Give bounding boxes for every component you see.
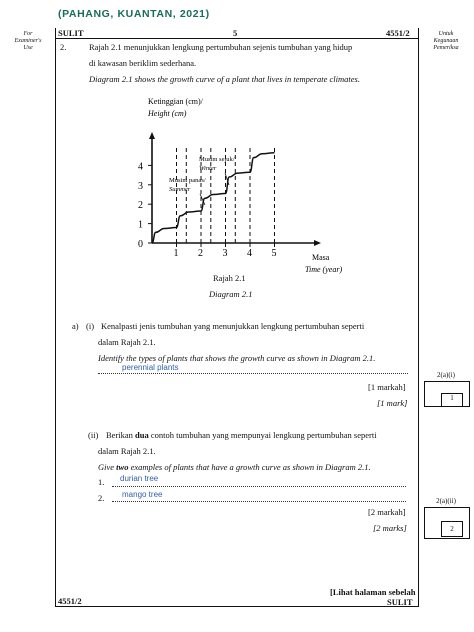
marks-aii-malay: [2 markah] bbox=[368, 507, 406, 517]
answer-ai-handwritten: perennial plants bbox=[122, 363, 179, 372]
question-malay-line1: Rajah 2.1 menunjukkan lengkung pertumbuhan sejenis tumbuhan yang hidup bbox=[89, 42, 353, 52]
x-axis-label-english: Time (year) bbox=[305, 265, 343, 274]
left-margin-rule bbox=[55, 28, 56, 606]
x-tick-label-2: 2 bbox=[198, 248, 203, 259]
growth-curve-chart bbox=[130, 95, 360, 280]
margin-code-ai: 2(a)(i) bbox=[437, 371, 455, 379]
part-a-label: a) bbox=[72, 321, 79, 331]
header-sulit: SULIT bbox=[58, 28, 84, 38]
summer-annotation-malay: Musim panas/ bbox=[169, 177, 206, 184]
marks-aii-english: [2 marks] bbox=[373, 523, 407, 533]
margin-code-aii: 2(a)(ii) bbox=[436, 497, 456, 505]
paper-code: 4551/2 bbox=[386, 28, 410, 38]
right-margin-rule bbox=[418, 28, 419, 606]
part-aii-malay-line1: Berikan dua contoh tumbuhan yang mempunyai lengkung pertumbuhan seperti bbox=[106, 430, 377, 440]
x-tick-label-1: 1 bbox=[173, 248, 179, 259]
y-tick-label-3: 3 bbox=[138, 180, 143, 192]
x-tick-label-3: 3 bbox=[222, 248, 228, 259]
footer-next-page: [Lihat halaman sebelah bbox=[330, 587, 416, 597]
winter-annotation-malay: Musim sejuk/ bbox=[199, 156, 235, 163]
page-number: 5 bbox=[233, 28, 238, 38]
part-aii-english: Give two examples of plants that have a growth curve as shown in Diagram 2.1. bbox=[98, 462, 371, 472]
part-ai-malay-line1: Kenalpasti jenis tumbuhan yang menunjukkan lengkung pertumbuhan seperti bbox=[101, 321, 365, 331]
part-aii-malay-line2: dalam Rajah 2.1. bbox=[98, 446, 156, 456]
part-aii-number: (ii) bbox=[88, 430, 99, 440]
part-ai-number: (i) bbox=[86, 321, 95, 331]
diagram-caption-english: Diagram 2.1 bbox=[209, 289, 253, 299]
score-cell-aii[interactable]: 2 bbox=[441, 521, 463, 537]
left-margin-label: For Examiner's Use bbox=[14, 31, 42, 51]
summer-annotation-english: Summer bbox=[169, 186, 191, 193]
item-1-number: 1. bbox=[98, 477, 105, 487]
answer-line-ai[interactable] bbox=[98, 373, 408, 374]
footer-sulit: SULIT bbox=[387, 597, 413, 607]
y-tick-label-2: 2 bbox=[138, 200, 143, 212]
marks-ai-malay: [1 markah] bbox=[368, 382, 406, 392]
exam-source-banner: (PAHANG, KUANTAN, 2021) bbox=[58, 8, 210, 20]
answer-aii-2-handwritten: mango tree bbox=[122, 490, 163, 499]
score-cell-ai[interactable]: 1 bbox=[441, 393, 463, 407]
question-english: Diagram 2.1 shows the growth curve of a plant that lives in temperate climates. bbox=[89, 74, 360, 84]
right-margin-label: Untuk Kegunaan Pemeriksa bbox=[433, 31, 459, 51]
x-tick-label-5: 5 bbox=[271, 248, 277, 259]
y-axis-label-english: Height (cm) bbox=[148, 109, 187, 118]
part-ai-malay-line2: dalam Rajah 2.1. bbox=[98, 337, 156, 347]
question-malay-line2: di kawasan beriklim sederhana. bbox=[89, 58, 197, 68]
answer-line-aii-1[interactable] bbox=[112, 486, 406, 487]
y-axis-arrow bbox=[149, 132, 155, 139]
item-2-number: 2. bbox=[98, 493, 105, 503]
winter-annotation-english: Winter bbox=[199, 165, 217, 172]
x-axis-arrow bbox=[314, 240, 321, 246]
y-axis-label-malay: Ketinggian (cm)/ bbox=[148, 97, 203, 106]
y-tick-label-0: 0 bbox=[138, 239, 143, 250]
answer-aii-1-handwritten: durian tree bbox=[120, 474, 159, 483]
diagram-caption-malay: Rajah 2.1 bbox=[213, 273, 246, 283]
question-number: 2. bbox=[60, 42, 67, 52]
x-axis-label-malay: Masa bbox=[312, 253, 330, 262]
answer-line-aii-2[interactable] bbox=[112, 501, 406, 502]
footer-paper-code: 4551/2 bbox=[58, 596, 82, 606]
footer-rule bbox=[55, 606, 419, 607]
header-rule bbox=[55, 38, 419, 39]
y-tick-label-4: 4 bbox=[138, 161, 143, 173]
y-tick-label-1: 1 bbox=[138, 219, 143, 231]
x-tick-label-4: 4 bbox=[247, 248, 252, 259]
marks-ai-english: [1 mark] bbox=[377, 398, 408, 408]
part-ai-english: Identify the types of plants that shows the growth curve as shown in Diagram 2.1. bbox=[98, 353, 376, 363]
